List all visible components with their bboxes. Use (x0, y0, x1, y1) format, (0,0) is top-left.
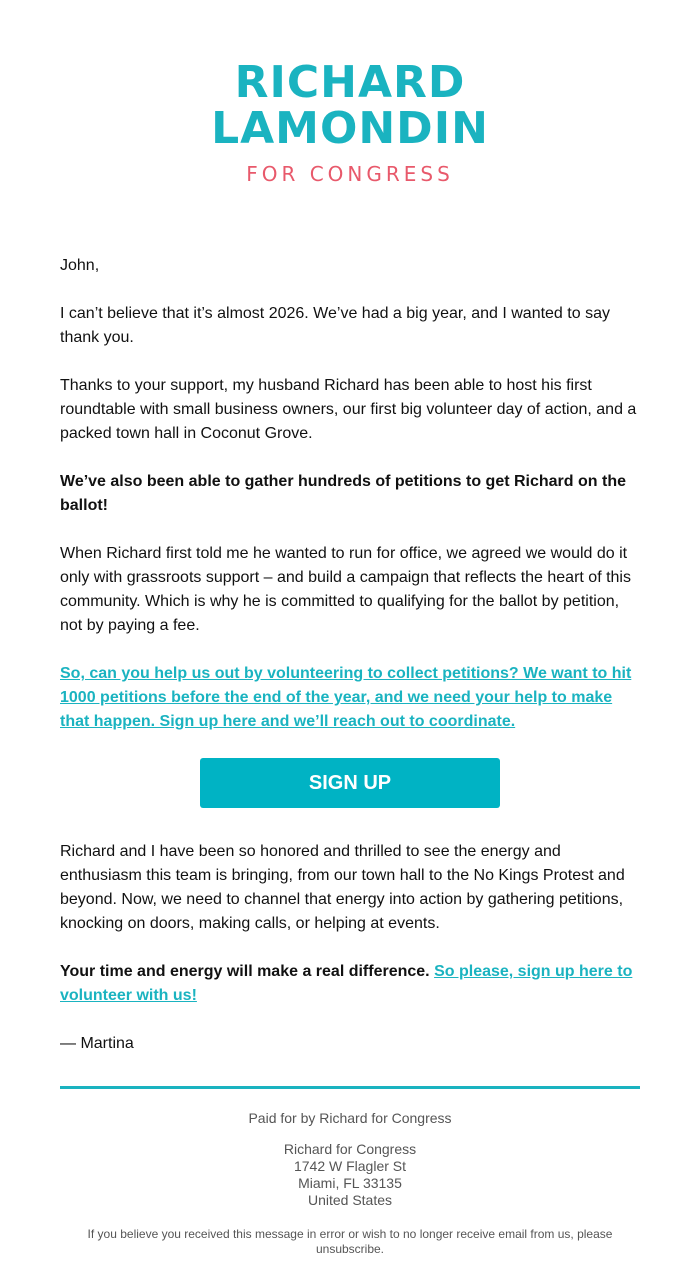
paragraph-link (60, 662, 640, 734)
logo-line-1: RICHARD (234, 57, 466, 108)
paragraph-4: When Richard first told me he wanted to run for office, we agreed we would do it only with grassroots support – and build a campaign that reflects the heart of this community. Which is why he is committed to qualifying for the ballot by petition, not by paying a fee. (60, 545, 631, 634)
bold-text: Your time and energy will make a real difference. (60, 963, 430, 980)
sign-up-button[interactable]: SIGN UP (200, 758, 500, 808)
volunteer-signup-link[interactable]: So please, sign up here to volunteer with us! (60, 963, 633, 1004)
street-address: 1742 W Flagler St (293, 1158, 407, 1174)
email-body (60, 254, 640, 1080)
paragraph-1: I can’t believe that it’s almost 2026. We’ve had a big year, and I wanted to say thank you. (60, 305, 610, 346)
paid-for-by: Paid for by Richard for Congress (248, 1110, 452, 1126)
greeting: John, (60, 257, 100, 274)
org-name: Richard for Congress (283, 1141, 417, 1157)
bold-text: We’ve also been able to gather hundreds of petitions to get Richard on the ballot! (60, 473, 626, 514)
logo-line-3: FOR CONGRESS (246, 162, 454, 186)
paragraph-2: Thanks to your support, my husband Richard has been able to host his first roundtable with small business owners, our first big volunteer day of action, and a packed town hall in Coconut Grove. (60, 377, 637, 442)
logo-line-2: LAMONDIN (211, 103, 489, 154)
footer (60, 1110, 640, 1271)
paragraph-5: Richard and I have been so honored and thrilled to see the energy and enthusiasm this team is bringing, from our town hall to the No Kings Protest and beyond. Now, we need to channel that energy into action by gathering petitions, knocking on doors, making calls, or helping at events. (60, 843, 625, 932)
paragraph-3 (60, 470, 640, 518)
button-row (60, 758, 640, 808)
country: United States (307, 1192, 393, 1208)
campaign-logo (0, 57, 700, 186)
city-state-zip: Miami, FL 33135 (298, 1175, 402, 1191)
unsubscribe-notice[interactable]: If you believe you received this message in error or wish to no longer receive email from us, please unsubscribe. (87, 1227, 613, 1256)
volunteer-petitions-link[interactable]: So, can you help us out by volunteering to collect petitions? We want to hit 1000 petitions before the end of the year, and we need your help to make that happen. Sign up here and we’ll reach out to coordinate. (60, 665, 632, 730)
paragraph-6 (60, 960, 640, 1008)
signoff: — Martina (60, 1035, 134, 1052)
footer-divider (60, 1086, 640, 1089)
